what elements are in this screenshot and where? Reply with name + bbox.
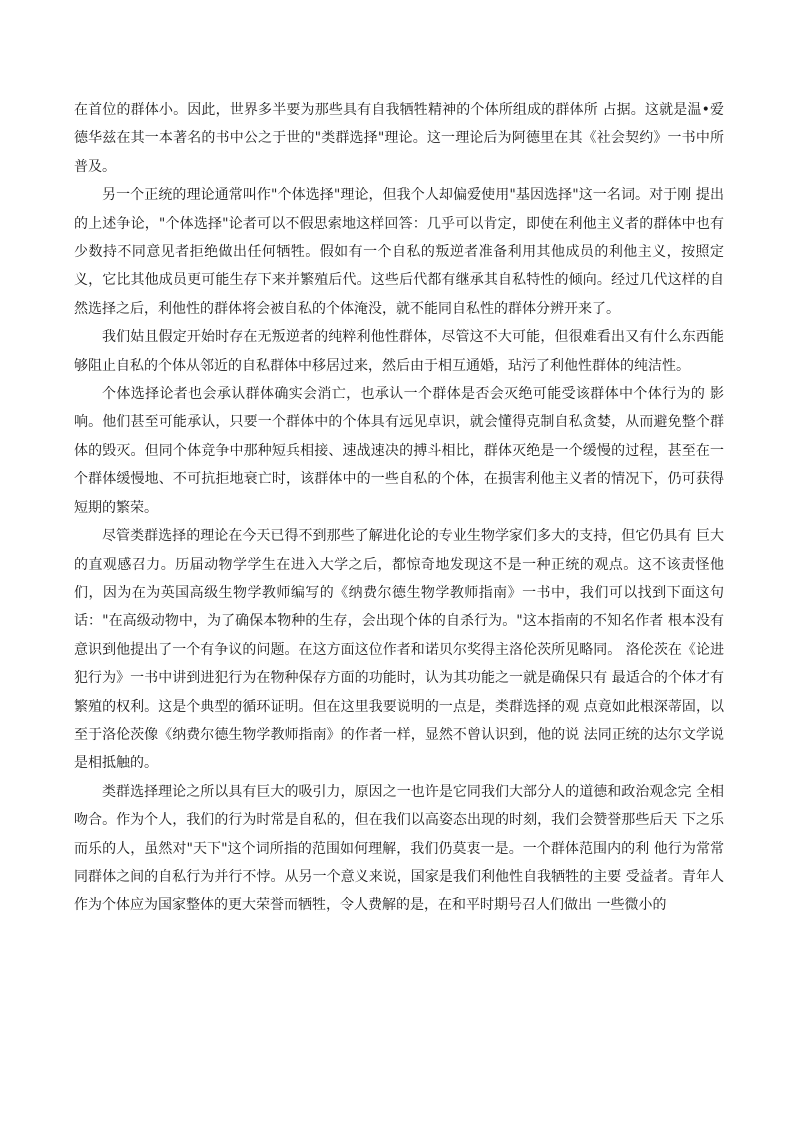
paragraph-4: 个体选择论者也会承认群体确实会消亡，也承认一个群体是否会灭绝可能受该群体中个体行为的 影响。他们甚至可能承认，只要一个群体中的个体具有远见卓识，就会懂得克制自私贪婪，从而避免整个群体的毁灭。但同个体竞争中那种短兵相接、速战速决的搏斗相比，群体灭绝是一个缓慢的过程，甚至在一个群体缓慢地、不可抗拒地衰亡时，该群体中的一些自私的个体，在损害利他主义者的情况下，仍可获得短期的繁荣。: [74, 386, 724, 516]
paragraph-5: 尽管类群选择的理论在今天已得不到那些了解进化论的专业生物学家们多大的支持，但它仍具有 巨大的直观感召力。历届动物学学生在进入大学之后，都惊奇地发现这不是一种正统的观点。这不该责怪他们，因为在为英国高级生物学教师编写的《纳费尔德生物学教师指南》一书中，我们可以找到下面这句话："在高级动物中，为了确保本物种的生存，会出现个体的自杀行为。"这本指南的不知名作者 根本没有意识到他提出了一个有争议的问题。在这方面这位作者和诺贝尔奖得主洛伦茨所见略同。 洛伦茨在《论进犯行为》一书中讲到进犯行为在物种保存方面的功能时，认为其功能之一就是确保只有 最适合的个体才有繁殖的权利。这是个典型的循环证明。但在这里我要说明的一点是，类群选择的观 点竟如此根深蒂固，以至于洛伦茨像《纳费尔德生物学教师指南》的作者一样，显然不曾认识到，他的说 法同正统的达尔文学说是相抵触的。: [74, 528, 724, 772]
document-body: [74, 96, 724, 920]
paragraph-1: 在首位的群体小。因此，世界多半要为那些具有自我牺牲精神的个体所组成的群体所 占据。这就是温•爱德华兹在其一本著名的书中公之于世的"类群选择"理论。这一理论后为阿德里在其《社会契约》一书中所普及。: [74, 102, 724, 175]
paragraph-3: 我们姑且假定开始时存在无叛逆者的纯粹利他性群体，尽管这不大可能，但很难看出又有什么东西能够阻止自私的个体从邻近的自私群体中移居过来，然后由于相互通婚，玷污了利他性群体的纯洁性。: [74, 329, 724, 374]
paragraph-2: 另一个正统的理论通常叫作"个体选择"理论，但我个人却偏爱使用"基因选择"这一名词。对于刚 提出的上述争论，"个体选择"论者可以不假思索地这样回答：几乎可以肯定，即使在利他主义者的群体中也有少数持不同意见者拒绝做出任何牺牲。假如有一个自私的叛逆者准备利用其他成员的利他主义，按照定义，它比其他成员更可能生存下来并繁殖后代。这些后代都有继承其自私特性的倾向。经过几代这样的自然选择之后，利他性的群体将会被自私的个体淹没，就不能同自私性的群体分辨开来了。: [74, 187, 724, 317]
paragraph-6: 类群选择理论之所以具有巨大的吸引力，原因之一也许是它同我们大部分人的道德和政治观念完 全相吻合。作为个人，我们的行为时常是自私的，但在我们以高姿态出现的时刻，我们会赞誉那些后天 下之乐而乐的人，虽然对"天下"这个词所指的范围如何理解，我们仍莫衷一是。一个群体范围内的利 他行为常常同群体之间的自私行为并行不悖。从另一个意义来说，国家是我们利他性自我牺牲的主要 受益者。青年人作为个体应为国家整体的更大荣誉而牺牲，令人费解的是，在和平时期号召人们做出 一些微小的: [74, 783, 724, 914]
